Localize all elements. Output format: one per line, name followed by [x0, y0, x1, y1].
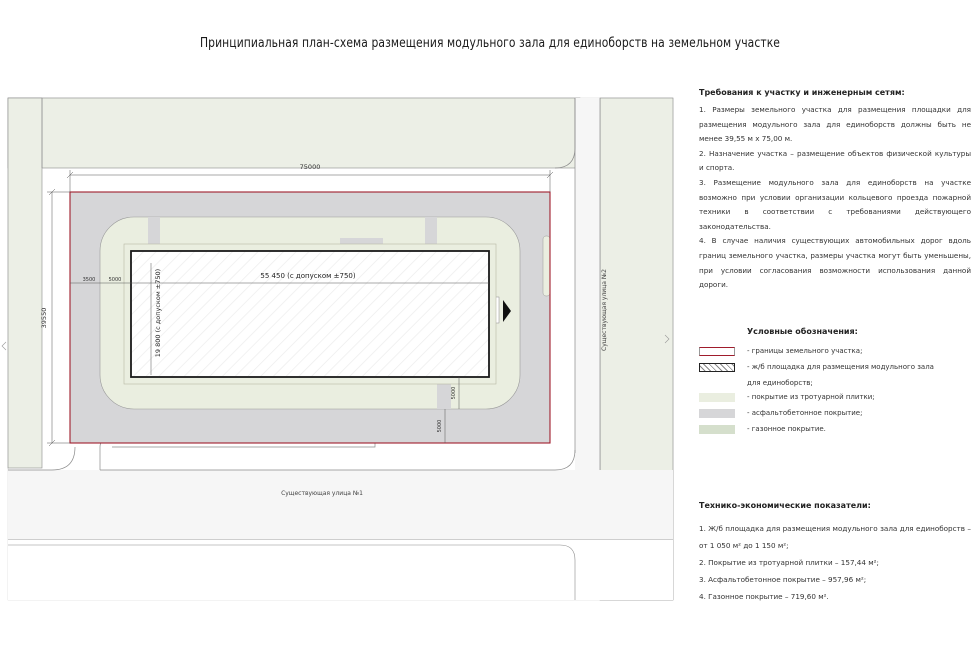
legend-label: - асфальтобетонное покрытие;: [747, 409, 863, 417]
street-2-label: Существующая улица №2: [601, 269, 608, 351]
legend-item-slab: [699, 360, 971, 376]
street-1-surface: [8, 470, 673, 540]
legend-label: - ж/б площадка для размещения модульного зала: [747, 363, 934, 371]
tep-item: 3. Асфальтобетонное покрытие – 957,96 м²;: [699, 575, 867, 584]
requirement-item: 3. Размещение модульного зала для единоборств на участке возможно при условии организации кольцевого проезда пожарной техники в соответствии с требованиями действующего законодательства.: [699, 177, 971, 231]
legend-label: для единоборств;: [747, 379, 813, 387]
dim-height: 39550: [40, 307, 48, 329]
tep-item: 1. Ж/б площадка для размещения модульного зала для единоборств – от 1 050 м² до 1 150 м²;: [699, 524, 971, 550]
legend-item-boundary: [699, 344, 971, 360]
asphalt-swatch: [699, 409, 735, 418]
requirement-item: 2. Назначение участка – размещение объектов физической культуры и спорта.: [699, 148, 971, 173]
street-1-label: Существующая улица №1: [281, 490, 363, 497]
legend-item-lawn: [699, 422, 971, 438]
requirements-panel: [699, 87, 971, 293]
requirement-item: 1. Размеры земельного участка для размещения площадки для размещения модульного зала для единоборств должны быть не менее 39,55 м х 75,00 м.: [699, 105, 971, 144]
legend-label: - границы земельного участка;: [747, 347, 863, 355]
tep-heading: Технико-экономические показатели:: [699, 501, 871, 510]
slab-length-label: 55 450 (с допуском ±750): [260, 272, 356, 280]
dim-left-b: 5000: [108, 277, 122, 283]
boundary-swatch: [699, 347, 735, 356]
requirement-item: 4. В случае наличия существующих автомобильных дорог вдоль границ земельного участка, размеры участка могут быть уменьшены, при условии согласования возможности использования данной дороги.: [699, 236, 971, 290]
legend-heading: Условные обозначения:: [747, 327, 858, 336]
dim-right-b: 5000: [437, 419, 443, 433]
lawn-swatch: [699, 425, 735, 434]
slab-width-label: 19 800 (с допуском ±750): [154, 268, 162, 358]
page-title: Принципиальная план-схема размещения модульного зала для единоборств на земельном участке: [199, 36, 781, 51]
dim-right-a: 5000: [451, 386, 457, 400]
legend-label: - покрытие из тротуарной плитки;: [747, 393, 875, 401]
tep-item: 2. Покрытие из тротуарной плитки – 157,44 м²;: [699, 558, 879, 567]
tep-panel: [699, 500, 971, 605]
paving-swatch: [699, 393, 735, 402]
concrete-slab: [131, 251, 489, 377]
tep-item: 4. Газонное покрытие – 719,60 м².: [699, 592, 829, 601]
legend-item-asphalt: [699, 406, 971, 422]
legend-label: - газонное покрытие.: [747, 425, 826, 433]
dim-left-a: 3500: [82, 277, 96, 283]
legend-item-paving: [699, 390, 971, 406]
slab-swatch: [699, 363, 735, 372]
legend-panel: [699, 326, 971, 438]
dim-width: 75000: [299, 163, 321, 171]
legend-item-slab-cont: [699, 376, 971, 390]
lawn-top: [8, 98, 580, 168]
lawn-left: [8, 98, 42, 468]
requirements-heading: Требования к участку и инженерным сетям:: [699, 88, 905, 97]
